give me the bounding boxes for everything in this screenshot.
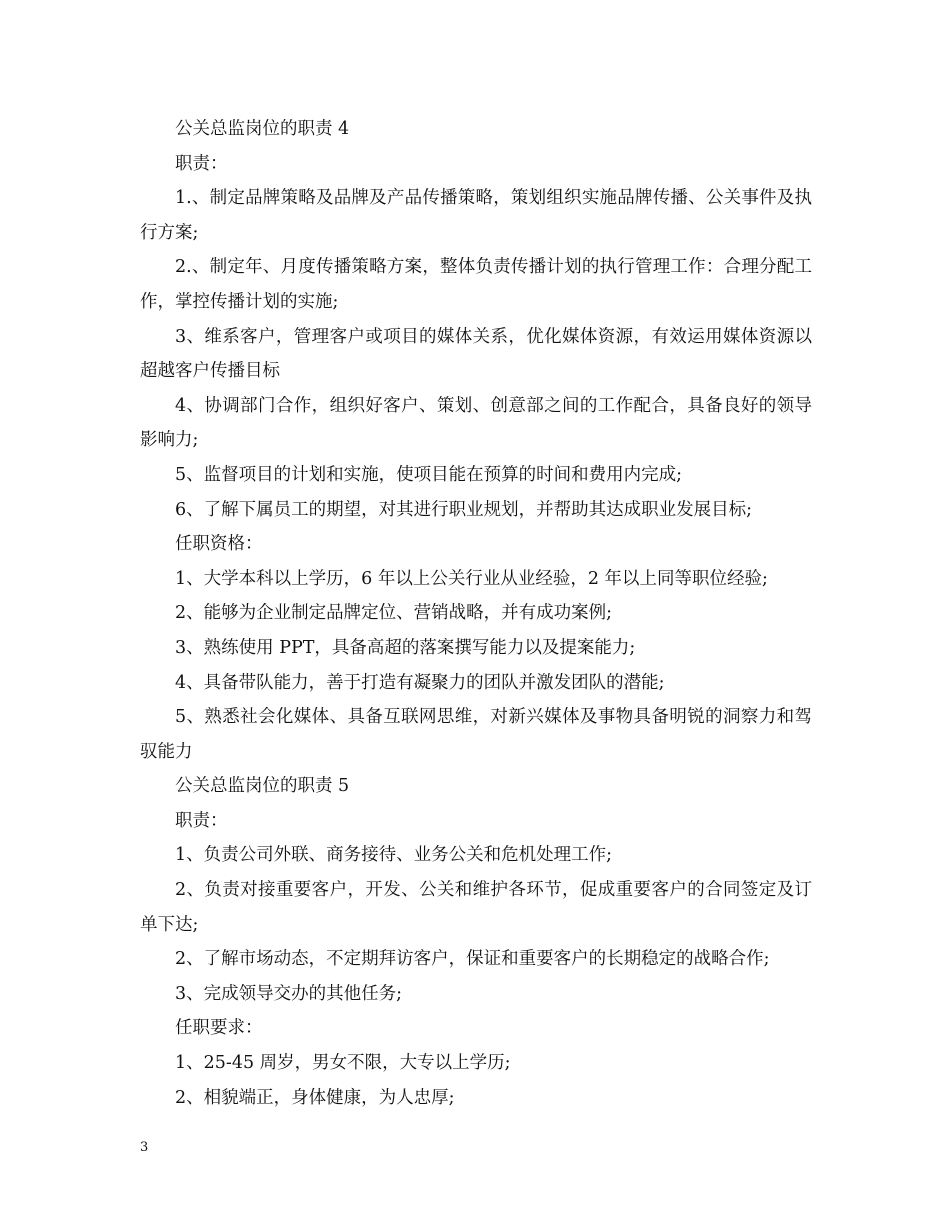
- paragraph: 3、完成领导交办的其他任务;: [175, 983, 403, 1004]
- paragraph: 2、了解市场动态，不定期拜访客户，保证和重要客户的长期稳定的战略合作;: [175, 949, 770, 970]
- paragraph: 5、监督项目的计划和实施，使项目能在预算的时间和费用内完成;: [175, 464, 683, 485]
- subheading: 职责：: [175, 810, 228, 831]
- section-heading: 公关总监岗位的职责 5: [175, 776, 350, 797]
- paragraph: 1、25-45 周岁，男女不限，大专以上学历;: [175, 1053, 511, 1074]
- paragraph: 2、负责对接重要客户，开发、公关和维护各环节，促成重要客户的合同签定及订单下达;: [140, 880, 812, 935]
- paragraph: 6、了解下属员工的期望，对其进行职业规划，并帮助其达成职业发展目标;: [175, 499, 753, 520]
- paragraph: 4、具备带队能力，善于打造有凝聚力的团队并激发团队的潜能;: [175, 672, 665, 693]
- paragraph: 2.、制定年、月度传播策略方案，整体负责传播计划的执行管理工作：合理分配工作，掌控传播计划的实施;: [140, 257, 812, 312]
- paragraph: 3、维系客户，管理客户或项目的媒体关系，优化媒体资源，有效运用媒体资源以超越客户传播目标: [140, 326, 812, 382]
- subheading: 职责：: [175, 153, 228, 174]
- paragraph: 1.、制定品牌策略及品牌及产品传播策略，策划组织实施品牌传播、公关事件及执行方案;: [140, 188, 812, 243]
- paragraph: 1、负责公司外联、商务接待、业务公关和危机处理工作;: [175, 845, 613, 866]
- subheading: 任职要求：: [175, 1018, 263, 1039]
- page-number: 3: [140, 1140, 149, 1155]
- section-heading: 公关总监岗位的职责 4: [175, 119, 350, 139]
- paragraph: 3、熟练使用 PPT，具备高超的落案撰写能力以及提案能力;: [175, 637, 636, 658]
- document-body: [140, 112, 812, 1115]
- paragraph: 2、能够为企业制定品牌定位、营销战略，并有成功案例;: [175, 603, 613, 624]
- subheading: 任职资格：: [175, 534, 263, 555]
- paragraph: 2、相貌端正，身体健康，为人忠厚;: [175, 1087, 455, 1108]
- paragraph: 1、大学本科以上学历，6 年以上公关行业从业经验，2 年以上同等职位经验;: [175, 568, 768, 589]
- paragraph: 4、协调部门合作，组织好客户、策划、创意部之间的工作配合，具备良好的领导影响力;: [140, 395, 812, 451]
- paragraph: 5、熟悉社会化媒体、具备互联网思维，对新兴媒体及事物具备明锐的洞察力和驾驭能力: [140, 707, 812, 762]
